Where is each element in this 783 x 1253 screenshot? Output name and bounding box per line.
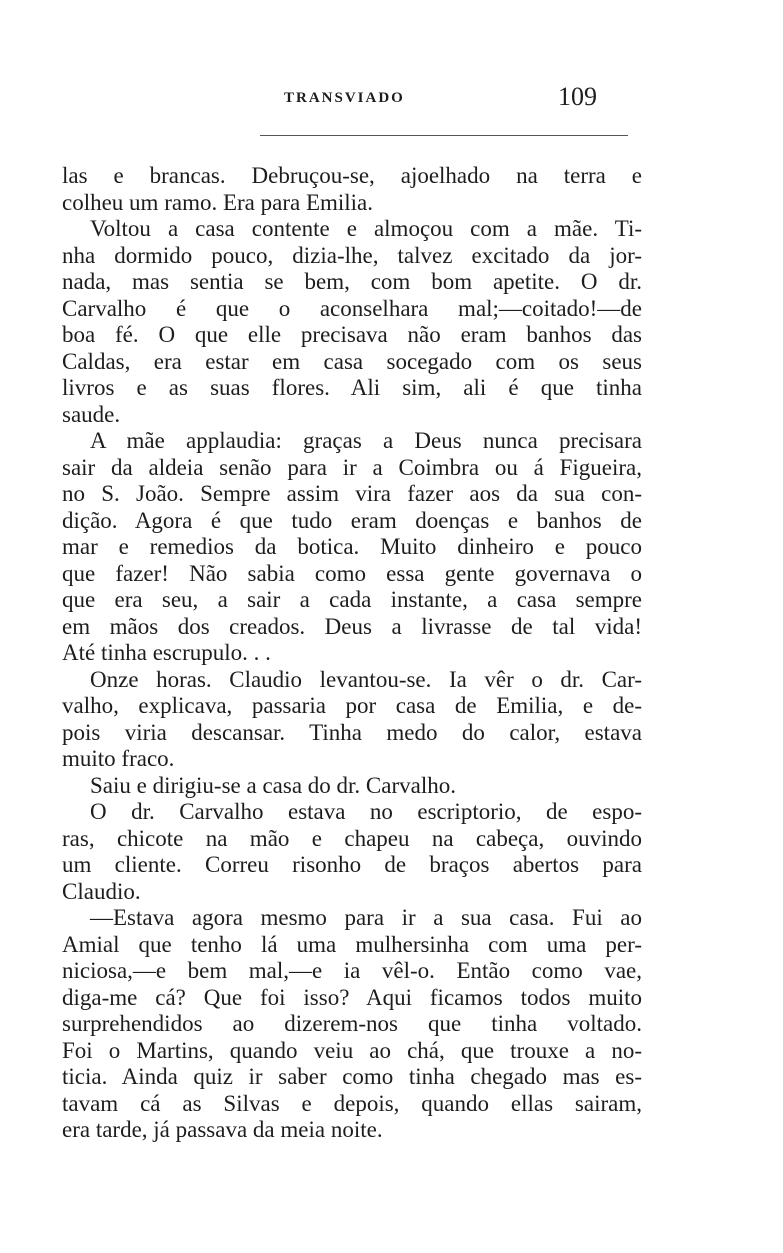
text-line: Voltou a casa contente e almoçou com a mãe. Ti-	[90, 216, 642, 241]
text-line: pois viria descansar. Tinha medo do calor, estava	[62, 719, 642, 745]
text-line: no S. João. Sempre assim vira fazer aos da sua con-	[62, 481, 642, 506]
text-line: que era seu, a sair a cada instante, a casa sempre	[62, 587, 642, 612]
text-line: mar e remedios da botica. Muito dinheiro e pouco	[62, 534, 642, 559]
text-line: nha dormido pouco, dizia-lhe, talvez excitado da jor-	[62, 242, 642, 268]
text-line: —Estava agora mesmo para ir a sua casa. Fui ao	[90, 905, 642, 930]
text-line: valho, explicava, passaria por casa de Emilia, e de-	[62, 693, 642, 718]
text-line: Amial que tenho lá uma mulhersinha com uma per-	[62, 931, 642, 957]
text-line: A mãe applaudia: graças a Deus nunca precisara	[90, 428, 642, 453]
text-line: boa fé. O que elle precisava não eram banhos das	[62, 322, 642, 347]
text-line: em mãos dos creados. Deus a livrasse de tal vida!	[62, 613, 642, 639]
running-title: TRANSVIADO	[284, 90, 405, 106]
header-rule	[260, 135, 628, 136]
text-line: sair da aldeia senão para ir a Coimbra ou á Figueira,	[62, 454, 642, 480]
text-line: tavam cá as Silvas e depois, quando ellas sairam,	[62, 1090, 642, 1116]
text-line: nada, mas sentia se bem, com bom apetite. O dr.	[62, 269, 642, 294]
text-line: colheu um ramo. Era para Emilia.	[62, 189, 374, 215]
text-line: Onze horas. Claudio levantou-se. Ia vêr o dr. Car-	[90, 666, 642, 692]
text-line: niciosa,—e bem mal,—e ia vêl-o. Então como vae,	[62, 958, 642, 983]
text-line: saude.	[62, 401, 121, 427]
text-line: dição. Agora é que tudo eram doenças e banhos de	[62, 507, 642, 533]
text-line: Claudio.	[62, 878, 141, 904]
text-line: Saiu e dirigiu-se a casa do dr. Carvalho.	[90, 772, 456, 798]
page-number: 109	[558, 82, 597, 111]
text-line: Foi o Martins, quando veiu ao chá, que trouxe a no-	[62, 1037, 642, 1063]
text-line: Até tinha escrupulo. . .	[62, 640, 271, 665]
text-line: Caldas, era estar em casa socegado com os seus	[62, 348, 642, 374]
text-line: livros e as suas flores. Ali sim, ali é que tinha	[62, 375, 642, 400]
text-line: muito fraco.	[62, 746, 175, 771]
body-text	[62, 163, 642, 1144]
text-line: O dr. Carvalho estava no escriptorio, de espo-	[90, 799, 642, 824]
text-line: um cliente. Correu risonho de braços abertos para	[62, 852, 642, 877]
text-line: las e brancas. Debruçou-se, ajoelhado na terra e	[62, 163, 642, 188]
text-line: ticia. Ainda quiz ir saber como tinha chegado mas es-	[62, 1064, 642, 1089]
text-line: surprehendidos ao dizerem-nos que tinha voltado.	[62, 1011, 642, 1036]
text-line: Carvalho é que o aconselhara mal;—coitado!—de	[62, 295, 642, 321]
running-head	[62, 82, 628, 116]
text-line: era tarde, já passava da meia noite.	[62, 1117, 383, 1142]
text-line: diga-me cá? Que foi isso? Aqui ficamos todos muito	[62, 984, 642, 1010]
text-line: que fazer! Não sabia como essa gente governava o	[62, 560, 642, 586]
text-line: ras, chicote na mão e chapeu na cabeça, ouvindo	[62, 825, 642, 851]
